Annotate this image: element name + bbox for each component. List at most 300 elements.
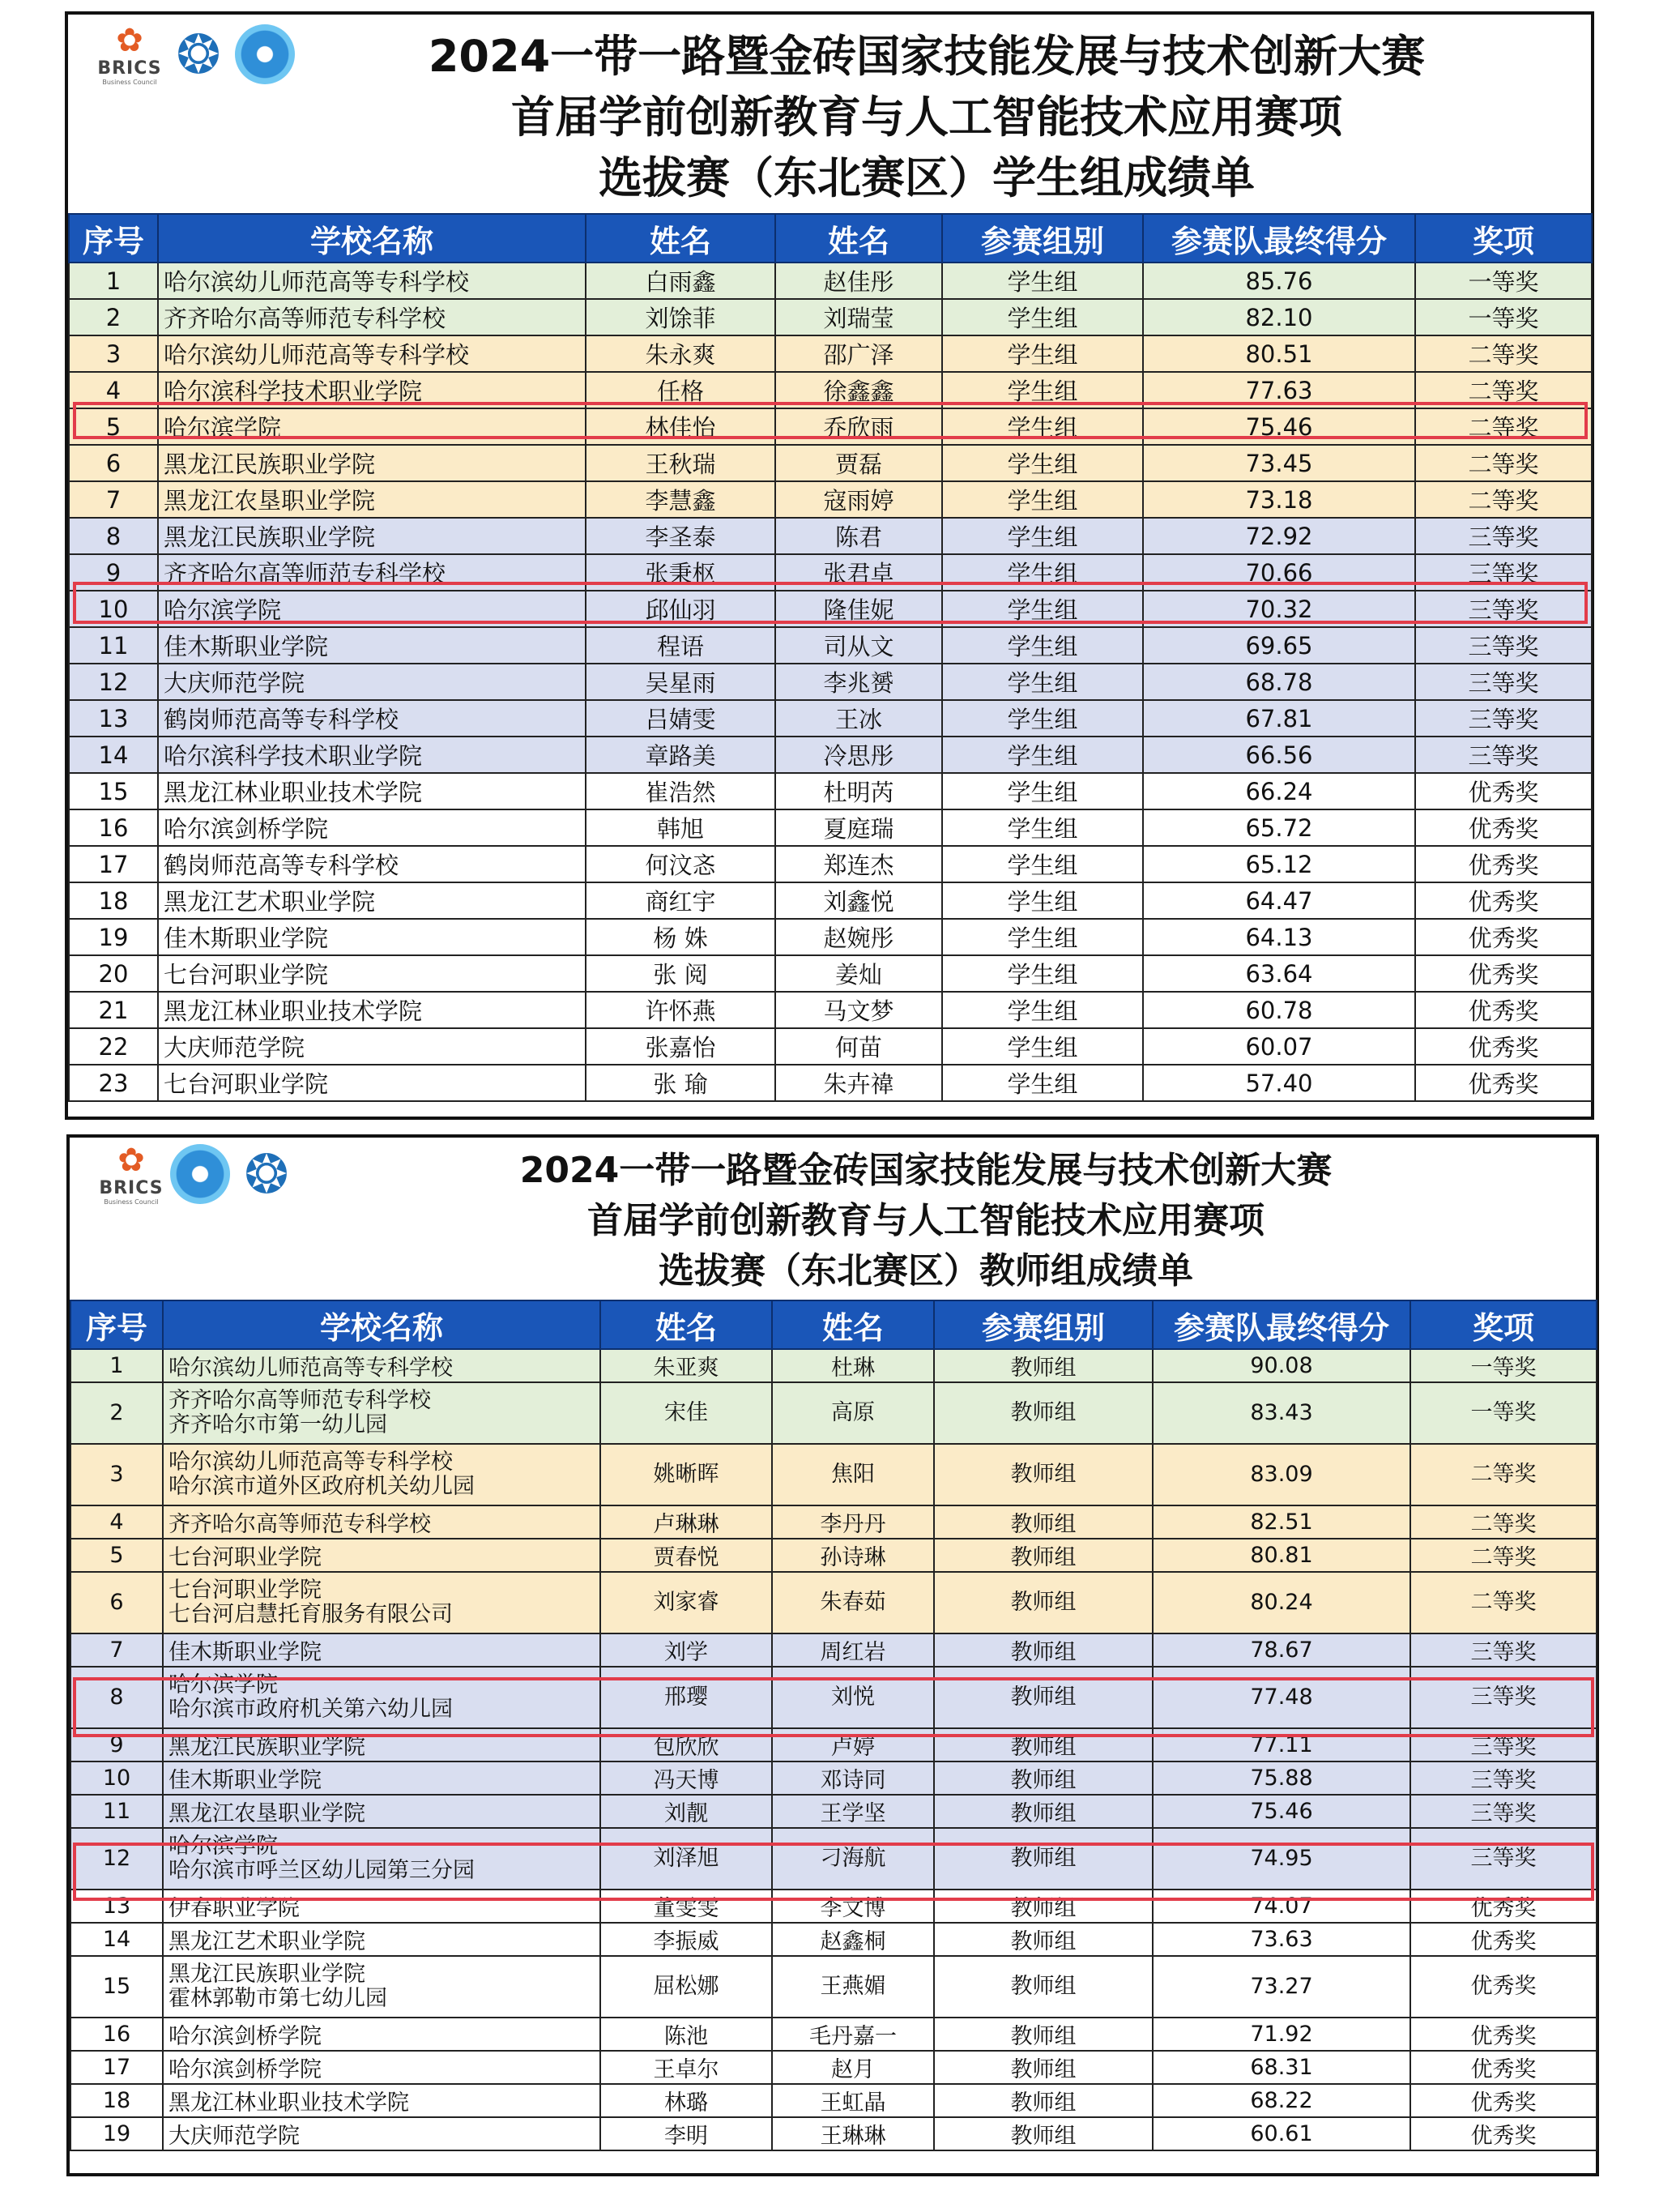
table-row [69,627,1592,664]
cell-school [163,1349,600,1382]
cell-school: 佳木斯职业学院 [158,627,586,664]
cell-name1: 刘泽旭 [600,1828,772,1890]
cell-group: 学生组 [942,809,1143,846]
cell-score: 64.47 [1143,882,1415,919]
cell-award: 二等奖 [1410,1539,1597,1572]
school-name-line: 哈尔滨学院 [168,1672,278,1697]
cell-name2: 李丹丹 [772,1505,934,1539]
school-name-line: 齐齐哈尔高等师范专科学校 [168,1512,431,1537]
table-row [69,591,1592,627]
cell-award: 二等奖 [1415,445,1592,481]
cell-no: 13 [69,700,158,737]
table-row [70,2018,1597,2051]
table-row [69,809,1592,846]
cell-group: 学生组 [942,1028,1143,1065]
table-row [70,1349,1597,1382]
cell-name1: 吴星雨 [586,664,775,700]
cell-school [163,2018,600,2051]
col-header-score: 参赛队最终得分 [1153,1300,1410,1349]
cell-name1: 白雨鑫 [586,263,775,299]
cell-score: 73.63 [1153,1923,1410,1956]
cell-name2: 郑连杰 [775,846,942,882]
cell-name2: 王学坚 [772,1795,934,1828]
cell-no: 17 [70,2051,163,2084]
cell-group: 教师组 [934,1382,1153,1444]
cell-group: 教师组 [934,1349,1153,1382]
cell-group: 学生组 [942,627,1143,664]
table-row [70,1382,1597,1444]
cell-school [163,1382,600,1444]
cell-school [163,1828,600,1890]
cell-name1: 王秋瑞 [586,445,775,481]
table-row [69,773,1592,809]
school-name-line: 黑龙江农垦职业学院 [168,1801,365,1826]
title-line-2: 首届学前创新教育与人工智能技术应用赛项 [511,92,1342,143]
cell-no: 3 [69,335,158,372]
cell-name1: 邱仙羽 [586,591,775,627]
sheet-title [70,1146,1596,1296]
sheet-title [68,26,1591,208]
brics-flower-icon: ✿ [117,1142,145,1179]
cell-award: 优秀奖 [1415,846,1592,882]
cell-score: 57.40 [1143,1065,1415,1101]
cell-name1: 姚晰晖 [600,1444,772,1505]
cell-name2: 李文博 [772,1890,934,1923]
cell-score: 77.63 [1143,372,1415,408]
cell-name2: 赵月 [772,2051,934,2084]
col-header-no: 序号 [70,1300,163,1349]
cell-no: 15 [69,773,158,809]
school-name-line: 黑龙江林业职业技术学院 [168,2090,409,2116]
student-results-table [68,213,1593,1102]
table-row [69,882,1592,919]
cell-name2: 姜灿 [775,955,942,992]
cell-score: 66.56 [1143,737,1415,773]
cell-no: 16 [70,2018,163,2051]
cell-name2: 刁海航 [772,1828,934,1890]
cell-name1: 程语 [586,627,775,664]
cell-group: 学生组 [942,955,1143,992]
brics-logo: ✿ BRICS Business Council [99,1142,164,1206]
cell-school [163,1633,600,1667]
cell-school [163,1539,600,1572]
cell-group: 教师组 [934,2117,1153,2150]
cell-name2: 王琳琳 [772,2117,934,2150]
cell-no: 19 [69,919,158,955]
cell-award: 三等奖 [1410,1633,1597,1667]
cell-name2: 乔欣雨 [775,408,942,445]
cell-award: 三等奖 [1415,591,1592,627]
cell-award: 优秀奖 [1415,809,1592,846]
cell-school: 哈尔滨科学技术职业学院 [158,372,586,408]
cell-group: 学生组 [942,1065,1143,1101]
cell-award: 二等奖 [1415,372,1592,408]
cell-school [163,1923,600,1956]
cell-award: 三等奖 [1415,737,1592,773]
cell-school: 七台河职业学院 [158,955,586,992]
cell-name1: 冯天博 [600,1761,772,1795]
cell-name2: 李兆赟 [775,664,942,700]
school-name-line: 大庆师范学院 [168,2124,300,2149]
cell-name2: 隆佳妮 [775,591,942,627]
cell-school [163,1956,600,2018]
table-row [69,335,1592,372]
cell-school: 哈尔滨学院 [158,408,586,445]
cell-name2: 张君卓 [775,554,942,591]
cell-group: 教师组 [934,1956,1153,2018]
cell-award: 一等奖 [1415,299,1592,335]
cell-no: 1 [69,263,158,299]
cell-name1: 刘馀菲 [586,299,775,335]
cell-award: 二等奖 [1415,408,1592,445]
cell-name1: 刘家睿 [600,1572,772,1633]
cell-group: 学生组 [942,299,1143,335]
cell-name2: 朱春茹 [772,1572,934,1633]
title-line-1: 2024一带一路暨金砖国家技能发展与技术创新大赛 [428,31,1426,82]
cell-award: 优秀奖 [1410,1923,1597,1956]
table-row [69,408,1592,445]
table-row [70,1444,1597,1505]
cell-award: 二等奖 [1415,335,1592,372]
col-header-score: 参赛队最终得分 [1143,214,1415,263]
cell-award: 优秀奖 [1410,1890,1597,1923]
col-header-school: 学校名称 [163,1300,600,1349]
cell-award: 二等奖 [1410,1505,1597,1539]
cell-school: 齐齐哈尔高等师范专科学校 [158,554,586,591]
cell-name1: 商红宇 [586,882,775,919]
cell-name1: 贾春悦 [600,1539,772,1572]
cell-name1: 杨 姝 [586,919,775,955]
cell-name1: 张 瑜 [586,1065,775,1101]
cell-school [163,1444,600,1505]
cell-score: 64.13 [1143,919,1415,955]
cell-score: 85.76 [1143,263,1415,299]
cell-group: 学生组 [942,263,1143,299]
col-header-name1: 姓名 [586,214,775,263]
cell-no: 6 [69,445,158,481]
cell-score: 72.92 [1143,518,1415,554]
cell-name1: 李慧鑫 [586,481,775,518]
cell-name1: 朱亚爽 [600,1349,772,1382]
cell-school: 黑龙江农垦职业学院 [158,481,586,518]
cell-award: 二等奖 [1415,481,1592,518]
cell-award: 三等奖 [1415,518,1592,554]
cell-no: 18 [69,882,158,919]
col-header-name2: 姓名 [772,1300,934,1349]
cell-no: 3 [70,1444,163,1505]
cell-award: 三等奖 [1410,1795,1597,1828]
cell-no: 12 [70,1828,163,1890]
cell-no: 17 [69,846,158,882]
cell-no: 16 [69,809,158,846]
col-header-award: 奖项 [1415,214,1592,263]
cell-group: 教师组 [934,1633,1153,1667]
cell-no: 14 [70,1923,163,1956]
cell-no: 8 [69,518,158,554]
cell-no: 7 [69,481,158,518]
cell-award: 优秀奖 [1415,773,1592,809]
cell-name2: 王冰 [775,700,942,737]
cell-school: 黑龙江林业职业技术学院 [158,992,586,1028]
table-row [69,481,1592,518]
cell-school [163,1667,600,1728]
cell-no: 13 [70,1890,163,1923]
cell-name1: 宋佳 [600,1382,772,1444]
cell-name2: 周红岩 [772,1633,934,1667]
cell-award: 三等奖 [1415,664,1592,700]
cell-group: 学生组 [942,481,1143,518]
cell-award: 优秀奖 [1410,2018,1597,2051]
col-header-award: 奖项 [1410,1300,1597,1349]
cell-group: 教师组 [934,1667,1153,1728]
cell-name1: 王卓尔 [600,2051,772,2084]
cell-score: 74.07 [1153,1890,1410,1923]
sheet-header [70,1138,1596,1300]
table-row [70,2117,1597,2150]
cell-group: 学生组 [942,992,1143,1028]
title-line-1: 2024一带一路暨金砖国家技能发展与技术创新大赛 [519,1150,1333,1191]
table-row [69,664,1592,700]
cell-school: 七台河职业学院 [158,1065,586,1101]
school-name-line: 哈尔滨剑桥学院 [168,2024,322,2049]
table-row [70,1923,1597,1956]
cell-award: 优秀奖 [1415,1065,1592,1101]
cell-name1: 邢璎 [600,1667,772,1728]
cell-name1: 刘靓 [600,1795,772,1828]
cell-name1: 李明 [600,2117,772,2150]
cell-school: 佳木斯职业学院 [158,919,586,955]
cell-school: 大庆师范学院 [158,664,586,700]
table-row [69,1065,1592,1101]
table-row [69,445,1592,481]
cell-group: 学生组 [942,335,1143,372]
cell-no: 10 [70,1761,163,1795]
cell-name2: 寇雨婷 [775,481,942,518]
cell-score: 82.51 [1153,1505,1410,1539]
cell-score: 77.11 [1153,1728,1410,1761]
cell-score: 82.10 [1143,299,1415,335]
cell-group: 学生组 [942,700,1143,737]
cell-name2: 刘鑫悦 [775,882,942,919]
cell-no: 2 [69,299,158,335]
school-name-line: 哈尔滨幼儿师范高等专科学校 [168,1356,453,1381]
cell-award: 优秀奖 [1410,2051,1597,2084]
cell-no: 15 [70,1956,163,2018]
cell-school [163,2117,600,2150]
cell-group: 学生组 [942,554,1143,591]
table-row [70,1956,1597,2018]
cell-no: 23 [69,1065,158,1101]
table-row [69,372,1592,408]
cell-name1: 屈松娜 [600,1956,772,2018]
table-row [70,1890,1597,1923]
cell-name1: 许怀燕 [586,992,775,1028]
cell-no: 19 [70,2117,163,2150]
teacher-results-table [70,1300,1597,2151]
cell-name1: 李振威 [600,1923,772,1956]
cell-no: 2 [70,1382,163,1444]
school-name-line: 霍林郭勒市第七幼儿园 [168,1986,387,2011]
table-row [69,992,1592,1028]
teacher-results-sheet [66,1134,1599,2176]
cell-name1: 张 阅 [586,955,775,992]
cell-no: 4 [70,1505,163,1539]
cell-score: 80.81 [1153,1539,1410,1572]
table-row [69,737,1592,773]
cell-school [163,1572,600,1633]
cell-score: 63.64 [1143,955,1415,992]
cell-score: 68.78 [1143,664,1415,700]
cell-name2: 马文梦 [775,992,942,1028]
cell-no: 14 [69,737,158,773]
school-name-line: 哈尔滨学院 [168,1834,278,1859]
cell-school: 黑龙江艺术职业学院 [158,882,586,919]
cell-award: 三等奖 [1410,1761,1597,1795]
col-header-name2: 姓名 [775,214,942,263]
cell-score: 68.22 [1153,2084,1410,2117]
cell-name1: 任格 [586,372,775,408]
col-header-name1: 姓名 [600,1300,772,1349]
cell-group: 教师组 [934,2084,1153,2117]
cell-score: 60.78 [1143,992,1415,1028]
emblem-star-icon: ❂ [168,24,228,84]
cell-group: 学生组 [942,882,1143,919]
cell-award: 二等奖 [1410,1444,1597,1505]
cell-school: 黑龙江民族职业学院 [158,445,586,481]
cell-no: 5 [70,1539,163,1572]
school-name-line: 七台河启慧托育服务有限公司 [168,1602,453,1627]
cell-award: 优秀奖 [1410,2084,1597,2117]
cell-award: 一等奖 [1410,1382,1597,1444]
cell-score: 83.09 [1153,1444,1410,1505]
table-row [69,846,1592,882]
cell-award: 优秀奖 [1415,919,1592,955]
cell-score: 71.92 [1153,2018,1410,2051]
cell-score: 80.24 [1153,1572,1410,1633]
cell-school [163,1795,600,1828]
cell-award: 一等奖 [1410,1349,1597,1382]
school-name-line: 黑龙江艺术职业学院 [168,1929,365,1954]
cell-score: 65.72 [1143,809,1415,846]
cell-name2: 焦阳 [772,1444,934,1505]
cell-no: 1 [70,1349,163,1382]
sheet-header [68,15,1591,213]
table-row [70,1728,1597,1761]
cell-award: 三等奖 [1410,1828,1597,1890]
table-row [70,1795,1597,1828]
cell-name2: 邵广泽 [775,335,942,372]
title-line-3: 选拔赛（东北赛区）学生组成绩单 [599,152,1255,203]
cell-award: 二等奖 [1410,1572,1597,1633]
cell-no: 10 [69,591,158,627]
cell-award: 三等奖 [1415,554,1592,591]
cell-school [163,1728,600,1761]
cell-name1: 韩旭 [586,809,775,846]
cell-name2: 朱卉禕 [775,1065,942,1101]
cell-no: 20 [69,955,158,992]
cell-score: 75.46 [1153,1795,1410,1828]
cell-group: 学生组 [942,591,1143,627]
cell-school [163,1890,600,1923]
cell-group: 教师组 [934,1761,1153,1795]
table-row [69,263,1592,299]
cell-name1: 董雯雯 [600,1890,772,1923]
cell-name1: 刘学 [600,1633,772,1667]
school-name-line: 伊春职业学院 [168,1896,300,1921]
cell-group: 学生组 [942,846,1143,882]
emblem-star-icon: ❂ [237,1144,296,1204]
col-header-group: 参赛组别 [942,214,1143,263]
cell-name1: 张嘉怡 [586,1028,775,1065]
table-header-row [69,214,1592,263]
cell-no: 9 [69,554,158,591]
cell-group: 学生组 [942,737,1143,773]
table-row [70,1828,1597,1890]
cell-no: 6 [70,1572,163,1633]
school-name-line: 佳木斯职业学院 [168,1640,322,1665]
cell-no: 18 [70,2084,163,2117]
school-name-line: 哈尔滨幼儿师范高等专科学校 [168,1450,453,1475]
cell-name2: 卢婷 [772,1728,934,1761]
cell-award: 三等奖 [1410,1667,1597,1728]
cell-name2: 冷思彤 [775,737,942,773]
cell-name1: 林璐 [600,2084,772,2117]
cell-score: 90.08 [1153,1349,1410,1382]
cell-score: 75.88 [1153,1761,1410,1795]
cell-school [163,1505,600,1539]
school-name-line: 哈尔滨市政府机关第六幼儿园 [168,1697,453,1722]
cell-award: 一等奖 [1415,263,1592,299]
cell-school: 哈尔滨幼儿师范高等专科学校 [158,263,586,299]
cell-award: 优秀奖 [1415,955,1592,992]
cell-award: 优秀奖 [1415,882,1592,919]
cell-group: 教师组 [934,1828,1153,1890]
cell-award: 优秀奖 [1410,2117,1597,2150]
school-name-line: 哈尔滨剑桥学院 [168,2057,322,2082]
cell-name2: 高原 [772,1382,934,1444]
cell-group: 教师组 [934,1444,1153,1505]
school-name-line: 哈尔滨市呼兰区幼儿园第三分园 [168,1858,475,1883]
cell-name2: 毛丹嘉一 [772,2018,934,2051]
cell-name2: 司从文 [775,627,942,664]
col-header-no: 序号 [69,214,158,263]
cell-school: 鹤岗师范高等专科学校 [158,700,586,737]
cell-score: 66.24 [1143,773,1415,809]
cell-group: 学生组 [942,372,1143,408]
cell-school: 哈尔滨剑桥学院 [158,809,586,846]
cell-name1: 章路美 [586,737,775,773]
cell-award: 三等奖 [1410,1728,1597,1761]
cell-school: 鹤岗师范高等专科学校 [158,846,586,882]
table-row [70,1539,1597,1572]
cell-school: 哈尔滨幼儿师范高等专科学校 [158,335,586,372]
cell-name1: 林佳怡 [586,408,775,445]
cell-no: 11 [69,627,158,664]
cell-score: 70.32 [1143,591,1415,627]
student-results-sheet [65,11,1594,1120]
cell-group: 学生组 [942,445,1143,481]
cell-school: 大庆师范学院 [158,1028,586,1065]
cell-name1: 朱永爽 [586,335,775,372]
cell-no: 12 [69,664,158,700]
table-row [70,2084,1597,2117]
school-name-line: 七台河职业学院 [168,1578,322,1603]
cell-name1: 陈池 [600,2018,772,2051]
cell-group: 学生组 [942,408,1143,445]
cell-name2: 何苗 [775,1028,942,1065]
cell-no: 22 [69,1028,158,1065]
cell-score: 73.27 [1153,1956,1410,2018]
